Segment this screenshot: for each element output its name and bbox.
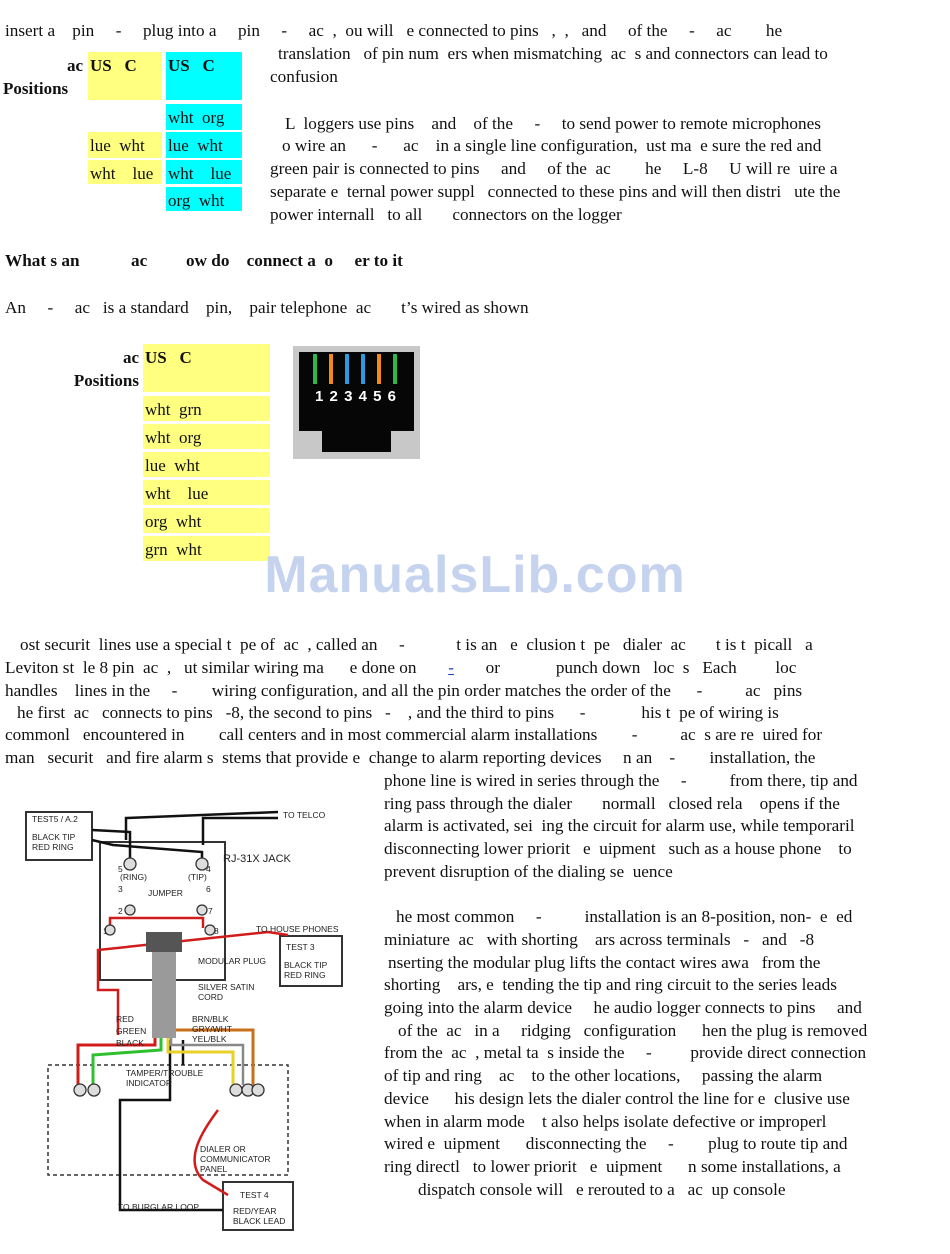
diagram-label: JUMPER — [148, 888, 183, 898]
right-column-line: disconnecting lower priorit e uipment such as a house phone to — [384, 839, 852, 859]
diagram-label: BLACK TIP — [32, 832, 76, 842]
security-line: handles lines in the - wiring configuration, and all the pin order matches the order of the - ac pins — [5, 681, 803, 700]
diagram-label: 2 — [118, 906, 123, 916]
diagram-label: TO BURGLAR LOOP — [118, 1202, 200, 1212]
rj11-jack-image — [293, 346, 420, 459]
jack-wire — [345, 354, 349, 384]
diagram-label: PANEL — [200, 1164, 228, 1174]
table1-label-line2: Positions — [3, 79, 69, 98]
rj11-sentence: An - ac is a standard pin, pair telephone ac t’s wired as shown — [5, 298, 529, 317]
diagram-label: 8 — [214, 926, 219, 936]
diagram-label: TO TELCO — [283, 810, 326, 820]
logger-line: green pair is connected to pins and of the ac he L-8 U will re uire a — [270, 159, 838, 178]
right-column-line: when in alarm mode t also helps isolate defective or improperl — [384, 1111, 827, 1131]
table1-col2-cell: wht lue — [166, 160, 242, 184]
table2-cell: org wht — [143, 508, 270, 533]
right-column-line: ring pass through the dialer normall closed rela opens if the — [384, 793, 840, 813]
jack-wire — [393, 354, 397, 384]
diagram-label: RED RING — [32, 842, 74, 852]
table1-col1-cell: lue wht — [88, 132, 162, 158]
diagram-label: (TIP) — [188, 872, 207, 882]
inline-link[interactable]: - — [448, 658, 454, 677]
right-column-line: going into the alarm device he audio logger connects to pins and — [384, 998, 862, 1017]
right-column-line: miniature ac with shorting ars across terminals - and -8 — [384, 929, 815, 949]
jack-wire — [329, 354, 333, 384]
security-line: he first ac connects to pins -8, the second to pins - , and the third to pins - his t pe of wiring is — [17, 703, 779, 722]
diagram-label: CORD — [198, 992, 224, 1002]
diagram-label: 4 — [206, 864, 211, 874]
watermark: ManualsLib.com — [264, 546, 686, 604]
security-line: ost securit lines use a special t pe of ac , called an - t is an e clusion t pe dialer ac t is t picall a — [20, 635, 813, 654]
diagram-label: RED/YEAR — [233, 1206, 277, 1216]
security-line-text: Leviton st le 8 pin ac , ut similar wiring ma e done on — [5, 658, 417, 677]
rj31x-wiring-diagram — [18, 800, 368, 1240]
diagram-label: BRN/BLK — [192, 1014, 229, 1024]
table1-col2-cell: org wht — [166, 187, 242, 211]
diagram-label: (RING) — [120, 872, 147, 882]
table2-header: US C — [143, 344, 270, 392]
diagram-label: 3 — [118, 884, 123, 894]
diagram-label: GREEN — [116, 1026, 147, 1036]
table1-col1-header: US C — [88, 52, 162, 100]
jack-wire — [361, 354, 365, 384]
table1-col2-cell: wht org — [166, 104, 242, 130]
jack-wire — [377, 354, 381, 384]
diagram-label: INDICATOR — [126, 1078, 172, 1088]
table2-label — [55, 346, 139, 392]
diagram-label: RED — [116, 1014, 134, 1024]
diagram-label: 6 — [206, 884, 211, 894]
table1-label-line1: ac — [66, 56, 83, 75]
logger-line: power internall to all connectors on the logger — [270, 205, 622, 224]
diagram-label: BLACK — [116, 1038, 144, 1048]
diagram-label: TEST 3 — [286, 942, 315, 952]
table2-cell: lue wht — [143, 452, 270, 477]
logger-line: separate e ternal power suppl connected to these pins and will then distri ute the — [270, 182, 841, 201]
diagram-label: TEST 4 — [240, 1190, 269, 1200]
right-column-line: wired e uipment disconnecting the - plug to route tip and — [384, 1134, 848, 1154]
diagram-label: TO HOUSE PHONES — [256, 924, 339, 934]
diagram-label: COMMUNICATOR — [200, 1154, 271, 1164]
logger-line: L loggers use pins and of the - to send power to remote microphones — [285, 114, 821, 133]
right-column-line: dispatch console will e rerouted to a ac up console — [418, 1179, 786, 1199]
diagram-label: TEST5 / A.2 — [32, 814, 78, 824]
diagram-label: MODULAR PLUG — [198, 956, 267, 966]
table2-cell: wht lue — [143, 480, 270, 505]
diagram-label: TAMPER/TROUBLE — [126, 1068, 204, 1078]
diagram-label: BLACK TIP — [284, 960, 328, 970]
security-line: commonl encountered in call centers and in most commercial alarm installations - ac s are re uired for — [5, 725, 823, 744]
right-column-line: he most common - installation is an 8-position, non- e ed — [396, 907, 853, 927]
table2-cell: wht grn — [143, 396, 270, 421]
table1-col1-cell: wht lue — [88, 160, 162, 184]
table2-cell: grn wht — [143, 536, 270, 561]
diagram-label: BLACK LEAD — [233, 1216, 286, 1226]
diagram-label: RJ-31X JACK — [223, 853, 291, 865]
logger-line: o wire an - ac in a single line configuration, ust ma e sure the red and — [282, 136, 822, 155]
top-right-line: confusion — [270, 67, 338, 86]
diagram-label: 1 — [103, 926, 108, 936]
diagram-label: 5 — [118, 864, 123, 874]
right-column-line: of the ac in a ridging configuration hen the plug is removed — [398, 1020, 868, 1040]
table2-cell: wht org — [143, 424, 270, 449]
right-column-line: alarm is activated, sei ing the circuit for alarm use, while temporaril — [384, 816, 855, 836]
jack-wire — [313, 354, 317, 384]
right-column-line: from the ac , metal ta s inside the - provide direct connection — [384, 1043, 867, 1063]
security-line: man securit and fire alarm s stems that provide e change to alarm reporting devices n an - installation, the — [5, 748, 816, 767]
table1-col2-header: US C — [166, 52, 242, 100]
right-column-line: ring directl to lower priorit e uipment n some installations, a — [384, 1156, 841, 1176]
right-column-line: nserting the modular plug lifts the contact wires awa from the — [388, 952, 821, 972]
security-line — [5, 657, 796, 680]
right-column-line: shorting ars, e tending the tip and ring circuit to the series leads — [384, 975, 837, 995]
table1-label — [5, 54, 83, 100]
right-column-line: of tip and ring ac to the other locations, passing the alarm — [384, 1066, 823, 1086]
diagram-label: GRY/WHT — [192, 1024, 232, 1034]
diagram-label: 7 — [208, 906, 213, 916]
right-column-line: prevent disruption of the dialing se uence — [384, 861, 673, 881]
section-heading: What s an ac ow do connect a o er to it — [5, 251, 403, 270]
security-line-tail: or punch down loc s Each loc — [485, 658, 797, 677]
diagram-label: DIALER OR — [200, 1144, 246, 1154]
right-column-line: device his design lets the dialer control the line for e clusive use — [384, 1088, 850, 1108]
jack-pin-numbers: 1 2 3 4 5 6 — [315, 388, 397, 405]
top-right-line: translation of pin num ers when mismatching ac s and connectors can lead to — [278, 44, 828, 63]
intro-line: insert a pin - plug into a pin - ac , ou will e connected to pins , , and of the - ac he — [5, 21, 783, 40]
table2-label-line1: ac — [122, 348, 139, 367]
diagram-label: RED RING — [284, 970, 326, 980]
table1-col2-cell: lue wht — [166, 132, 242, 158]
table2-label-line2: Positions — [73, 371, 139, 390]
diagram-label: YEL/BLK — [192, 1034, 227, 1044]
right-column-line: phone line is wired in series through the - from there, tip and — [384, 771, 858, 790]
diagram-label: SILVER SATIN — [198, 982, 255, 992]
